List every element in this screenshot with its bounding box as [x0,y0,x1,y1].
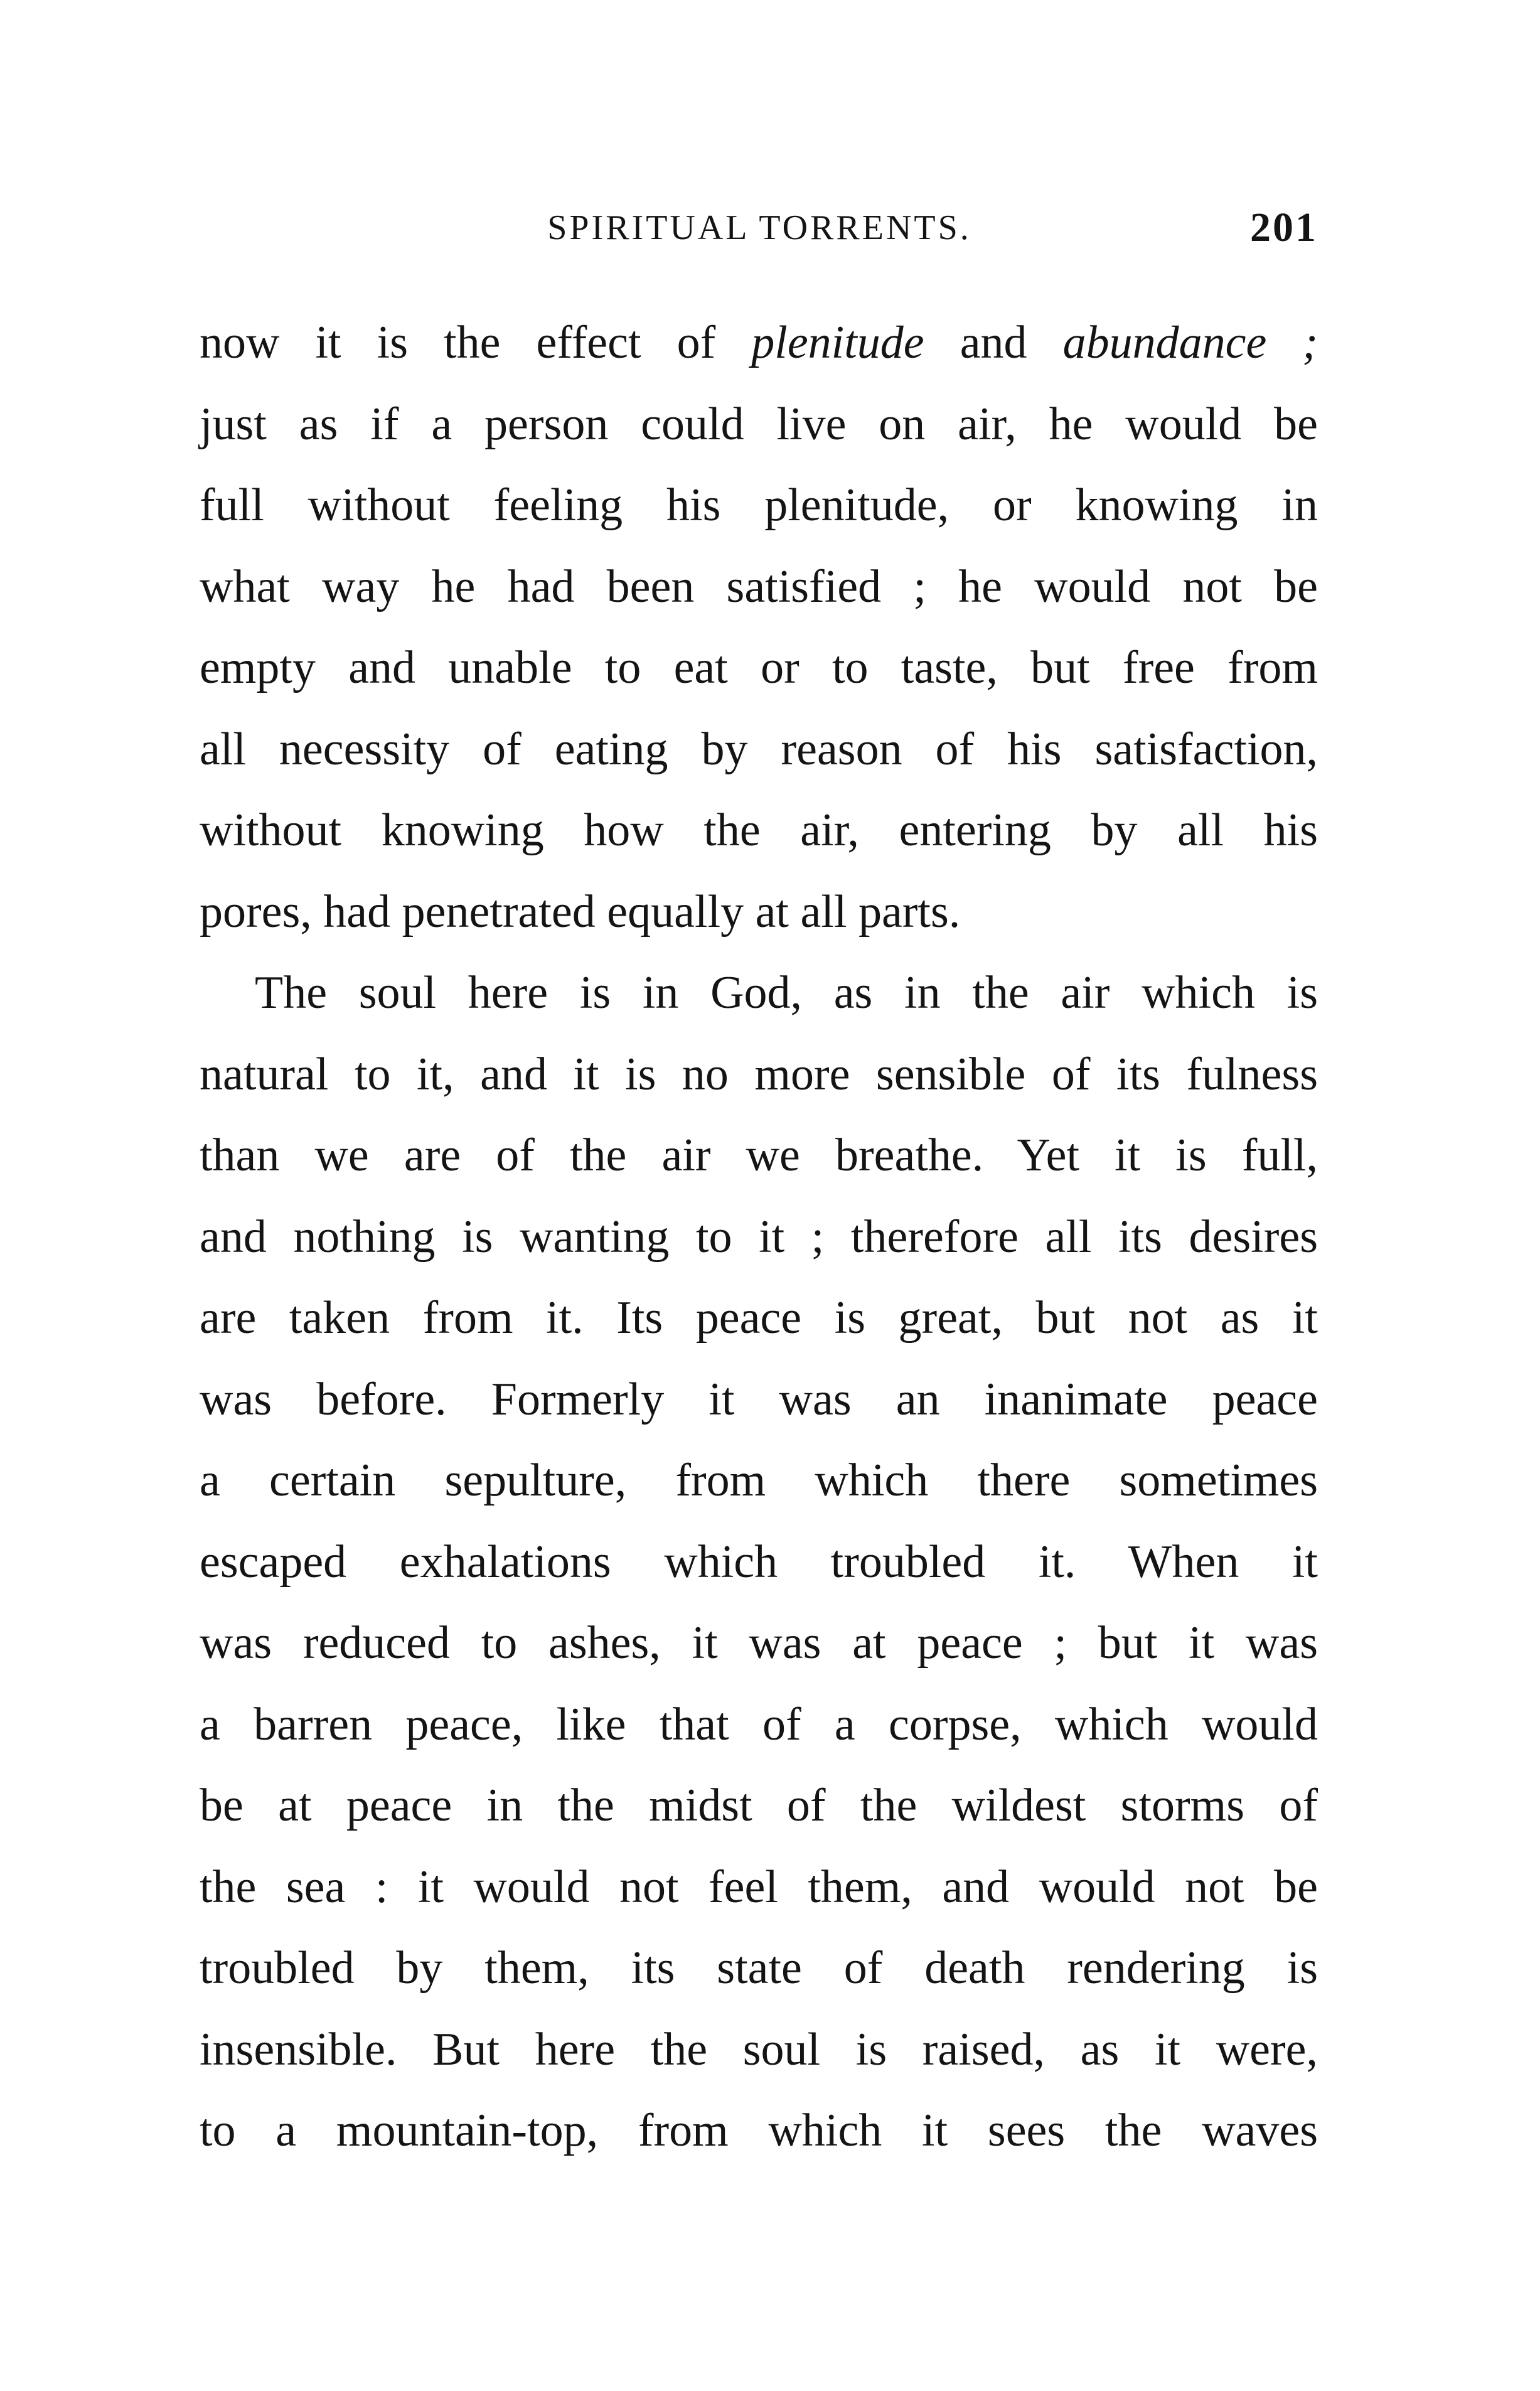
body-text [200,302,1318,2172]
text-line: escaped exhalations which troubled it. When it [200,1536,1318,1588]
text-line: to a mountain-top, from which it sees the waves [200,2105,1318,2156]
text-line: empty and unable to eat or to taste, but free from [200,642,1318,693]
text-line: full without feeling his plenitude, or knowing in [200,479,1318,531]
text-line: pores, had penetrated equally at all parts. [200,885,961,938]
italic-term: plenitude [751,317,924,368]
text-line: insensible. But here the soul is raised, as it were, [200,2023,1318,2075]
text-line: are taken from it. Its peace is great, but not as it [200,1292,1318,1344]
text-line: be at peace in the midst of the wildest storms of [200,1780,1318,1831]
italic-term: abundance ; [1062,317,1318,368]
page-number: 201 [1250,205,1318,250]
text-line: just as if a person could live on air, he would be [200,398,1318,450]
paragraph-1 [200,302,1318,953]
text-line: the sea : it would not feel them, and would not be [200,1861,1318,1913]
text-line: a certain sepulture, from which there sometimes [200,1455,1318,1506]
text-line: was reduced to ashes, it was at peace ; but it was [200,1617,1318,1669]
text-line: without knowing how the air, entering by all his [200,805,1318,856]
text-line: troubled by them, its state of death rendering is [200,1942,1318,1994]
text-line: all necessity of eating by reason of his satisfaction, [200,723,1318,775]
text-line [200,302,1318,384]
text-segment: and [924,317,1063,368]
paragraph-2 [200,953,1318,2172]
text-line: what way he had been satisfied ; he would not be [200,560,1318,612]
text-segment: now it is the effect of [200,317,752,368]
text-line: The soul here is in God, as in the air which is [255,967,1318,1019]
text-line: a barren peace, like that of a corpse, which would [200,1698,1318,1750]
text-line: than we are of the air we breathe. Yet it is full, [200,1130,1318,1181]
text-line: and nothing is wanting to it ; therefore all its desires [200,1211,1318,1263]
running-title: SPIRITUAL TORRENTS. [547,208,971,247]
text-line: natural to it, and it is no more sensible of its fulness [200,1048,1318,1100]
running-head [201,200,1318,256]
text-line: was before. Formerly it was an inanimate peace [200,1373,1318,1425]
